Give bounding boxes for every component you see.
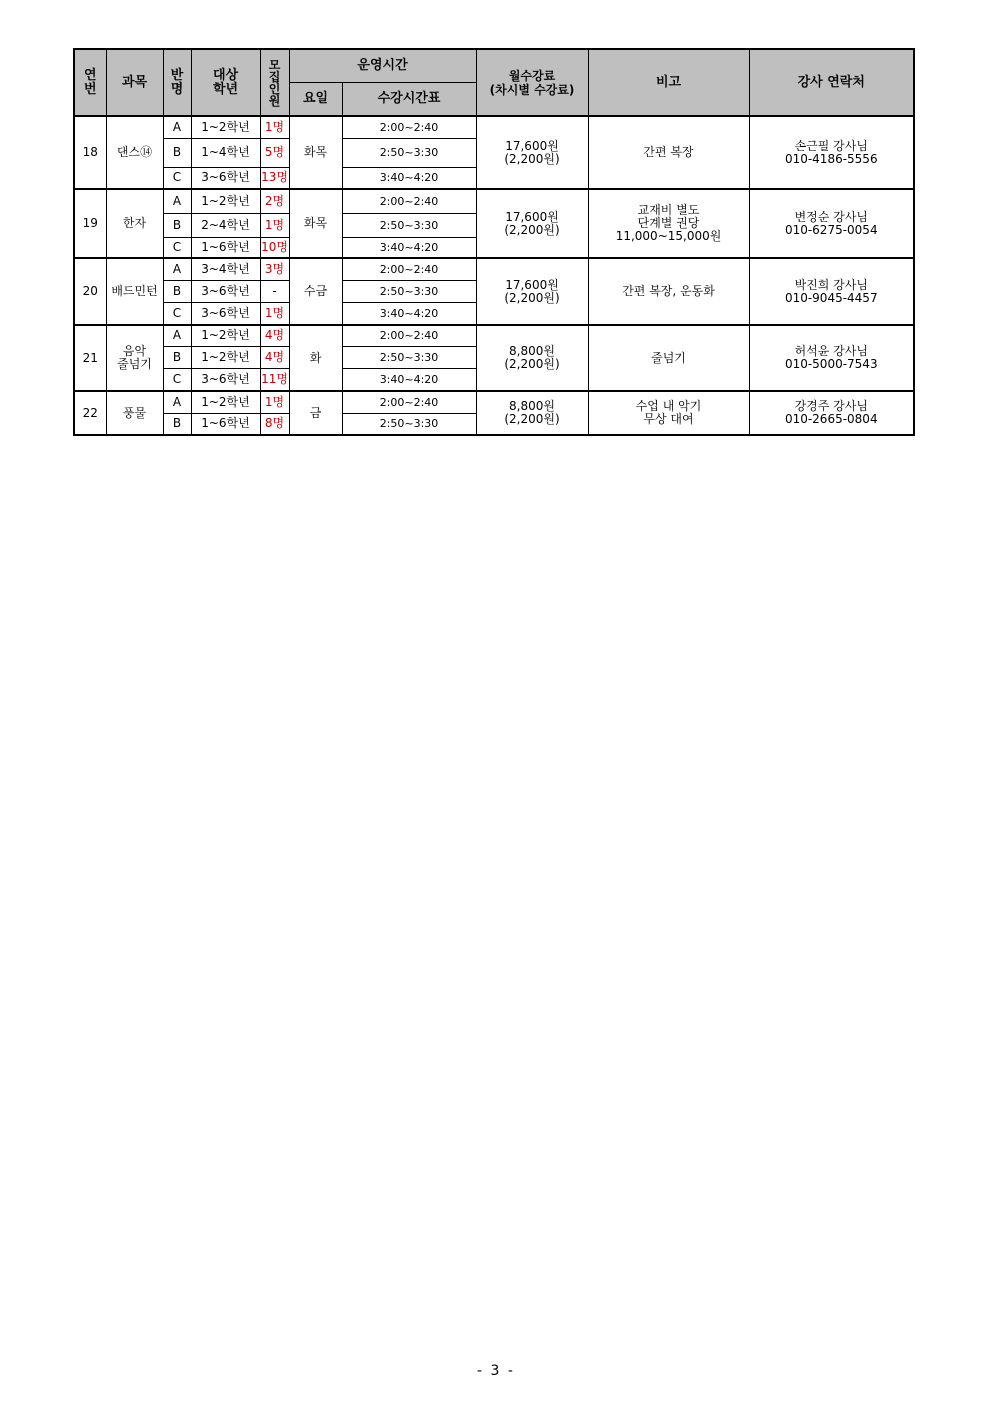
course-note: 줄넘기	[588, 325, 749, 391]
course-note: 간편 복장	[588, 116, 749, 189]
header-recruit: 모 집 인 원	[260, 49, 289, 116]
target-grade: 1~6학년	[191, 413, 260, 435]
target-grade: 1~2학년	[191, 346, 260, 368]
target-grade: 1~2학년	[191, 189, 260, 213]
class-time: 2:50~3:30	[342, 138, 476, 167]
course-subject: 한자	[106, 189, 163, 258]
course-group	[74, 189, 914, 258]
header-fee: 월수강료 (차시별 수강료)	[476, 49, 588, 116]
class-time: 3:40~4:20	[342, 302, 476, 325]
recruit-count: 4명	[260, 346, 289, 368]
course-number: 19	[74, 189, 106, 258]
target-grade: 1~2학년	[191, 391, 260, 413]
instructor-contact: 강경주 강사님 010-2665-0804	[749, 391, 914, 435]
recruit-count: -	[260, 280, 289, 302]
course-number: 20	[74, 258, 106, 325]
target-grade: 1~2학년	[191, 116, 260, 138]
class-time: 3:40~4:20	[342, 368, 476, 391]
target-grade: 3~6학년	[191, 302, 260, 325]
table-row	[74, 116, 914, 138]
target-grade: 3~6학년	[191, 167, 260, 189]
operation-day: 화	[289, 325, 342, 391]
class-time: 3:40~4:20	[342, 237, 476, 258]
class-label: C	[163, 302, 191, 325]
class-time: 2:00~2:40	[342, 116, 476, 138]
class-label: A	[163, 391, 191, 413]
header-grade: 대상 학년	[191, 49, 260, 116]
operation-day: 수금	[289, 258, 342, 325]
target-grade: 2~4학년	[191, 213, 260, 237]
recruit-count: 4명	[260, 325, 289, 346]
table-row	[74, 258, 914, 280]
operation-day: 화목	[289, 116, 342, 189]
instructor-contact: 허석윤 강사님 010-5000-7543	[749, 325, 914, 391]
course-group	[74, 258, 914, 325]
class-label: A	[163, 258, 191, 280]
class-label: B	[163, 413, 191, 435]
instructor-contact: 변정순 강사님 010-6275-0054	[749, 189, 914, 258]
course-number: 22	[74, 391, 106, 435]
recruit-count: 1명	[260, 213, 289, 237]
class-label: A	[163, 325, 191, 346]
target-grade: 1~6학년	[191, 237, 260, 258]
recruit-count: 13명	[260, 167, 289, 189]
target-grade: 3~6학년	[191, 280, 260, 302]
monthly-fee: 8,800원 (2,200원)	[476, 391, 588, 435]
course-number: 21	[74, 325, 106, 391]
course-subject: 배드민턴	[106, 258, 163, 325]
monthly-fee: 17,600원 (2,200원)	[476, 189, 588, 258]
monthly-fee: 17,600원 (2,200원)	[476, 116, 588, 189]
target-grade: 1~2학년	[191, 325, 260, 346]
class-time: 2:50~3:30	[342, 280, 476, 302]
header-day: 요일	[289, 82, 342, 116]
table-header	[74, 49, 914, 116]
class-time: 2:00~2:40	[342, 325, 476, 346]
monthly-fee: 17,600원 (2,200원)	[476, 258, 588, 325]
table-row	[74, 391, 914, 413]
header-subject: 과목	[106, 49, 163, 116]
course-group	[74, 325, 914, 391]
recruit-count: 11명	[260, 368, 289, 391]
class-label: A	[163, 116, 191, 138]
header-class: 반 명	[163, 49, 191, 116]
monthly-fee: 8,800원 (2,200원)	[476, 325, 588, 391]
course-note: 교재비 별도 단계별 권당 11,000~15,000원	[588, 189, 749, 258]
class-label: B	[163, 346, 191, 368]
recruit-count: 1명	[260, 391, 289, 413]
course-number: 18	[74, 116, 106, 189]
target-grade: 1~4학년	[191, 138, 260, 167]
header-note: 비고	[588, 49, 749, 116]
course-note: 수업 내 악기 무상 대여	[588, 391, 749, 435]
course-note: 간편 복장, 운동화	[588, 258, 749, 325]
class-time: 2:00~2:40	[342, 258, 476, 280]
class-time: 2:50~3:30	[342, 413, 476, 435]
class-time: 2:50~3:30	[342, 213, 476, 237]
table-row	[74, 189, 914, 213]
operation-day: 금	[289, 391, 342, 435]
recruit-count: 2명	[260, 189, 289, 213]
class-time: 2:00~2:40	[342, 391, 476, 413]
class-label: B	[163, 138, 191, 167]
course-group	[74, 116, 914, 189]
program-schedule-table	[73, 48, 915, 436]
class-time: 3:40~4:20	[342, 167, 476, 189]
class-label: C	[163, 167, 191, 189]
instructor-contact: 손근필 강사님 010-4186-5556	[749, 116, 914, 189]
class-label: A	[163, 189, 191, 213]
class-time: 2:00~2:40	[342, 189, 476, 213]
class-label: C	[163, 237, 191, 258]
recruit-count: 10명	[260, 237, 289, 258]
page-number: - 3 -	[477, 1363, 515, 1379]
course-group	[74, 391, 914, 435]
course-subject: 풍물	[106, 391, 163, 435]
course-subject: 음악 줄넘기	[106, 325, 163, 391]
operation-day: 화목	[289, 189, 342, 258]
table-row	[74, 325, 914, 346]
class-time: 2:50~3:30	[342, 346, 476, 368]
header-contact: 강사 연락처	[749, 49, 914, 116]
header-no: 연 번	[74, 49, 106, 116]
recruit-count: 3명	[260, 258, 289, 280]
class-label: C	[163, 368, 191, 391]
header-timetable: 수강시간표	[342, 82, 476, 116]
header-operation: 운영시간	[289, 49, 476, 82]
target-grade: 3~6학년	[191, 368, 260, 391]
recruit-count: 1명	[260, 116, 289, 138]
instructor-contact: 박진희 강사님 010-9045-4457	[749, 258, 914, 325]
target-grade: 3~4학년	[191, 258, 260, 280]
recruit-count: 1명	[260, 302, 289, 325]
class-label: B	[163, 213, 191, 237]
recruit-count: 8명	[260, 413, 289, 435]
class-label: B	[163, 280, 191, 302]
recruit-count: 5명	[260, 138, 289, 167]
course-subject: 댄스⑭	[106, 116, 163, 189]
